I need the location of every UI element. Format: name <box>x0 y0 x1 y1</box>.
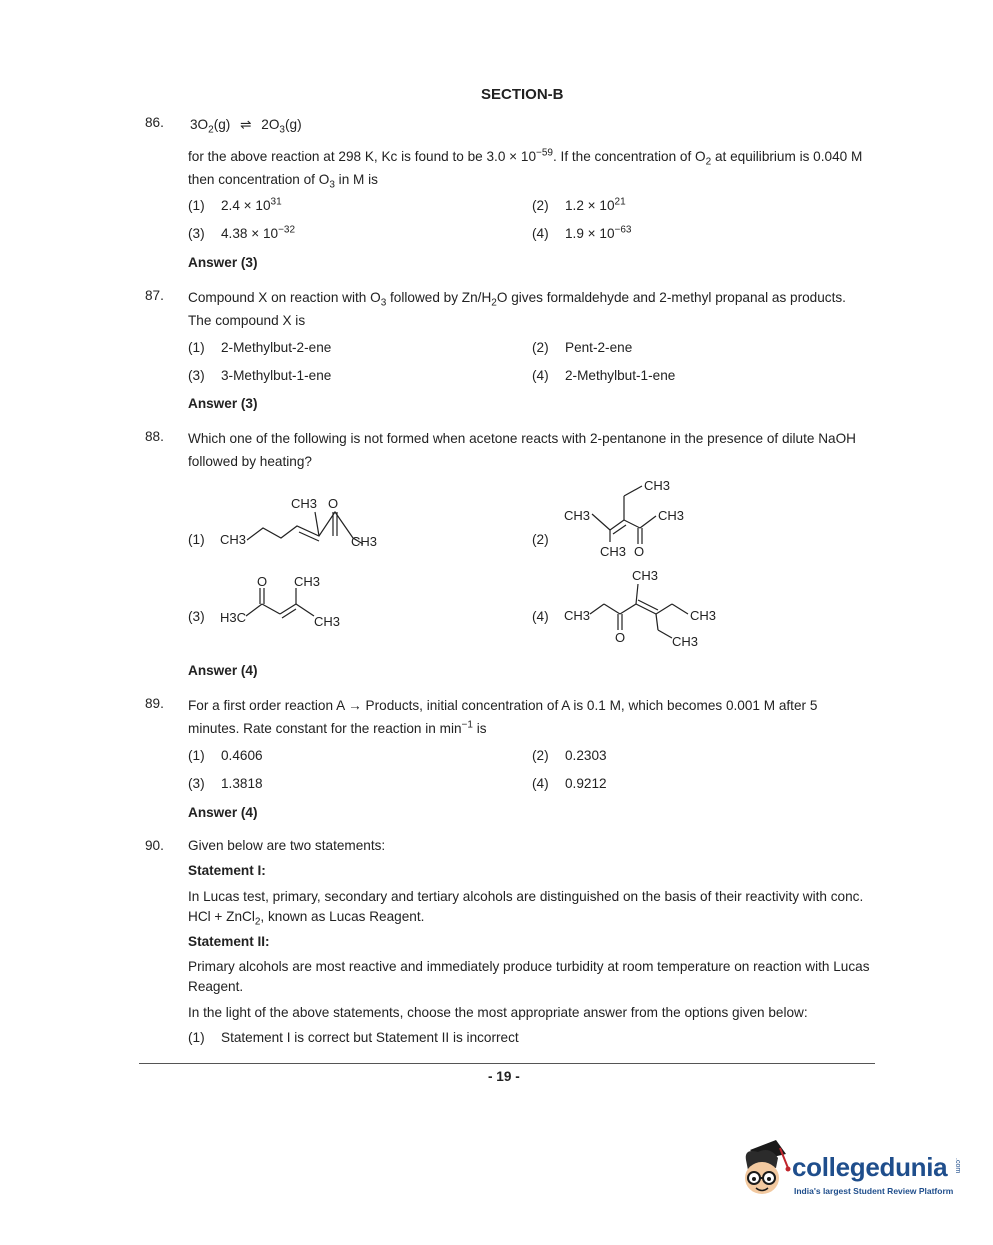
option[interactable]: (2) $1.2 \times 10^{21}$ <box>532 196 626 213</box>
page-number: - 19 - <box>488 1069 520 1084</box>
option[interactable]: (1) 0.4606 <box>188 748 263 763</box>
answer: Answer (4) <box>188 805 258 820</box>
structure-option-2 <box>560 472 700 564</box>
option[interactable]: (3) 1.3818 <box>188 776 263 791</box>
statement-2-text: Primary alcohols are most reactive and immediately produce turbidity at room temperature on reaction with Lucas Reagent. <box>188 959 870 994</box>
option[interactable]: (4) 0.9212 <box>532 776 607 791</box>
option[interactable]: (2) 0.2303 <box>532 748 607 763</box>
atom-label: CH3 <box>351 534 378 549</box>
answer: Answer (3) <box>188 396 258 411</box>
option-label[interactable]: (4) <box>532 609 549 624</box>
structure-option-3 <box>218 570 368 632</box>
statement-2-label: Statement II: <box>188 934 270 949</box>
question-stem: for the above reaction at 298 K, Kc is found to be $3.0 \times 10^{-59}$. If the concentration of $O_2$ at equilibrium is 0.040 M then concentration of $O_3$ in M is <box>188 147 863 191</box>
atom-label: CH3 <box>690 608 717 623</box>
atom-label: O <box>615 630 626 645</box>
atom-label: O <box>328 496 339 511</box>
atom-label: CH3 <box>564 508 591 523</box>
section-title: SECTION-B <box>481 86 564 103</box>
answer: Answer (4) <box>188 663 258 678</box>
option-label[interactable]: (1) <box>188 532 205 547</box>
atom-label: H3C <box>220 610 247 625</box>
reaction-equation: $3O_2(g)$ ⇌ $2O_3(g)$ <box>190 117 302 136</box>
question-stem: Compound X on reaction with $O_3$ followed by $Zn/H_2O$ gives formaldehyde and 2-methyl propanal as products. The compound X is <box>188 290 846 328</box>
logo-tagline: India's largest Student Review Platform <box>794 1186 954 1196</box>
equilibrium-arrow-icon: ⇌ <box>240 117 252 132</box>
atom-label: O <box>257 574 268 589</box>
answer: Answer (3) <box>188 255 258 270</box>
footer-divider <box>139 1063 875 1064</box>
structure-option-4 <box>560 564 730 650</box>
logo-wordmark: collegedunia <box>792 1152 948 1182</box>
statement-1-label: Statement I: <box>188 863 266 878</box>
question-number: 86. <box>145 115 164 130</box>
option[interactable]: (1) 2-Methylbut-2-ene <box>188 340 332 355</box>
option-label[interactable]: (2) <box>532 532 549 547</box>
instruction: In the light of the above statements, choose the most appropriate answer from the options given below: <box>188 1005 808 1020</box>
option[interactable]: (1) $2.4 \times 10^{31}$ <box>188 196 282 213</box>
question-number: 87. <box>145 288 164 303</box>
question-number: 90. <box>145 838 164 853</box>
atom-label: CH3 <box>294 574 321 589</box>
question-stem: Which one of the following is not formed when acetone reacts with 2-pentanone in the presence of dilute NaOH followed by heating? <box>188 431 856 469</box>
question-intro: Given below are two statements: <box>188 838 386 853</box>
atom-label: CH3 <box>644 478 671 493</box>
question-number: 88. <box>145 429 164 444</box>
option[interactable]: (1) Statement I is correct but Statement II is incorrect <box>188 1030 519 1045</box>
atom-label: CH3 <box>220 532 247 547</box>
atom-label: CH3 <box>314 614 341 629</box>
statement-1-text: In Lucas test, primary, secondary and tertiary alcohols are distinguished on the basis of their reactivity with conc. HCl + ZnCl$_2$, known as Lucas Reagent. <box>188 889 864 928</box>
structure-option-1 <box>215 490 395 560</box>
mascot-icon <box>736 1138 792 1204</box>
atom-label: CH3 <box>291 496 318 511</box>
atom-label: CH3 <box>600 544 627 559</box>
option[interactable]: (3) $4.38 \times 10^{-32}$ <box>188 224 296 241</box>
atom-label: CH3 <box>672 634 699 649</box>
atom-label: CH3 <box>658 508 685 523</box>
question-stem: For a first order reaction A → Products, initial concentration of A is 0.1 M, which becomes 0.001 M after 5 minutes. Rate constant for the reaction in $\min^{-1}$ is <box>188 698 818 736</box>
option-label[interactable]: (3) <box>188 609 205 624</box>
option[interactable]: (3) 3-Methylbut-1-ene <box>188 368 332 383</box>
collegedunia-logo[interactable] <box>736 1138 966 1204</box>
option[interactable]: (4) $1.9 \times 10^{-63}$ <box>532 224 632 241</box>
question-number: 89. <box>145 696 164 711</box>
atom-label: CH3 <box>632 568 659 583</box>
atom-label: CH3 <box>564 608 591 623</box>
option[interactable]: (4) 2-Methylbut-1-ene <box>532 368 676 383</box>
logo-suffix: .com <box>954 1158 961 1174</box>
option[interactable]: (2) Pent-2-ene <box>532 340 633 355</box>
atom-label: O <box>634 544 645 559</box>
